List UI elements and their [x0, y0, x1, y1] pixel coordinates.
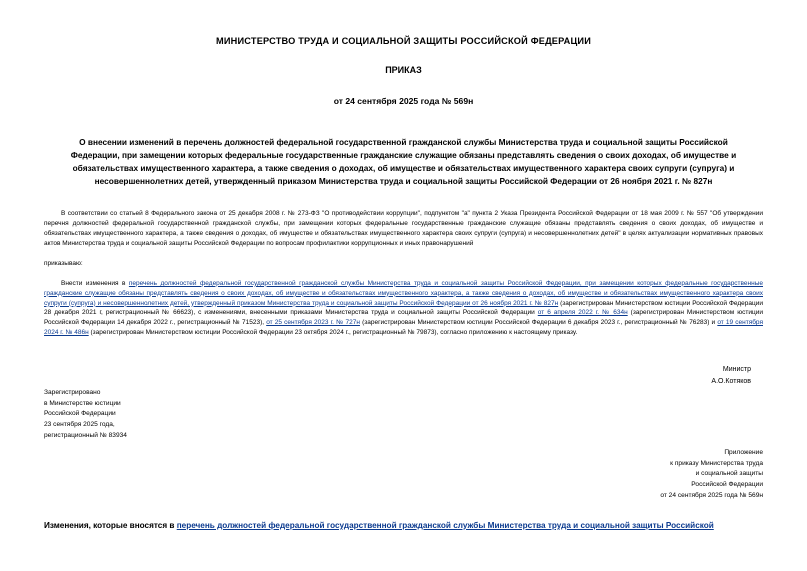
registration-block	[44, 388, 127, 441]
appendix-line-4: Российской Федерации	[691, 481, 763, 489]
document-subject: О внесении изменений в перечень должностей федеральной государственной гражданской службы Министерства труда и социальной защиты Российской Федерации, при замещении которых федеральные государственные гражданские служащие обязаны представлять сведения о своих доходах, об имуществе и обязательствах имущественного характера, а также сведения о доходах, об имуществе и обязательствах имущественного характера своих супруги (супруга) и несовершеннолетних детей, утвержденный приказом Министерства труда и социальной защиты Российской Федерации от 26 ноября 2021 г. № 827н	[70, 137, 737, 186]
document-type-heading: ПРИКАЗ	[385, 65, 422, 75]
link-order-486n[interactable]: от 19 сентября 2024 г. № 486н	[44, 319, 763, 337]
signature-block	[44, 364, 763, 387]
amendment-mid-text-1: (зарегистрирован Министерством юстиции Российской Федерации 28 декабря 2021 г, регистрационный № 66623), с изменениями, внесенными приказами Министерства труда и социальной защиты Российской Федерации	[44, 299, 763, 317]
amendment-lead-text: Внести изменения в	[61, 279, 129, 287]
ministry-title: МИНИСТЕРСТВО ТРУДА И СОЦИАЛЬНОЙ ЗАЩИТЫ РОССИЙСКОЙ ФЕДЕРАЦИИ	[215, 36, 592, 46]
registration-line-2: в Министерстве юстиции	[44, 399, 121, 407]
paragraph-amendments	[44, 279, 763, 338]
amendment-tail-text: (зарегистрирован Министерством юстиции Российской Федерации 23 октября 2024 г., регистрационный № 79873), согласно приложению к настоящему приказу.	[88, 329, 578, 337]
amendment-mid-text-3: (зарегистрирован Министерством юстиции Российской Федерации 6 декабря 2023 г., регистрационный № 76283) и	[359, 319, 718, 327]
paragraph-legal-basis: В соответствии со статьей 8 Федерального закона от 25 декабря 2008 г. № 273-ФЗ "О противодействии коррупции", подпунктом "а" пункта 2 Указа Президента Российской Федерации от 18 мая 2009 г. № 557 "Об утверждении перечня должностей федеральной государственной гражданской службы, при замещении которых федеральные государственные гражданские служащие обязаны представлять сведения о своих доходах, об имуществе и обязательствах имущественного характера, а также сведения о доходах, об имуществе и обязательствах имущественного характера своих супруги (супруга) и несовершеннолетних детей" в целях актуализации нормативных правовых актов Министерства труда и социальной защиты Российской Федерации по вопросам профилактики коррупционных и иных правонарушений	[44, 210, 763, 248]
registration-line-3: Российской Федерации	[44, 410, 116, 418]
changes-section-title	[44, 520, 763, 532]
link-order-727n[interactable]: от 25 сентября 2023 г. № 727н	[266, 319, 360, 327]
link-perechen-changes[interactable]: перечень должностей федеральной государственной гражданской службы Министерства труда и социальной защиты Российской	[176, 521, 714, 530]
appendix-line-2: к приказу Министерства труда	[670, 459, 763, 467]
changes-title-lead: Изменения, которые вносятся в	[44, 521, 177, 530]
order-keyword: приказываю:	[44, 259, 83, 267]
appendix-line-3: и социальной защиты	[695, 470, 763, 478]
link-perechen-827n[interactable]: перечень должностей федеральной государственной гражданской службы Министерства труда и социальной защиты Российской Федерации, при замещении которых федеральные государственные гражданские служащие обязаны представлять сведения о своих доходах, об имуществе и обязательствах имущественного характера, а также сведения о доходах, об имуществе и обязательствах имущественного характера своих супруги (супруга) и несовершеннолетних детей, утвержденный приказом Министерства труда и социальной защиты Российской Федерации от 26 ноября 2021 г. № 827н	[44, 279, 763, 307]
registration-line-5: регистрационный № 83934	[44, 431, 127, 439]
amendment-mid-text-2: (зарегистрирован Министерством юстиции Российской Федерации 14 декабря 2022 г., регистрационный № 71523),	[44, 309, 763, 327]
registration-line-1: Зарегистрировано	[44, 389, 101, 396]
appendix-line-1: Приложение	[724, 449, 763, 456]
link-order-634n[interactable]: от 6 апреля 2022 г. № 634н	[537, 309, 628, 317]
registration-line-4: 23 сентября 2025 года,	[44, 421, 115, 429]
document-date-number: от 24 сентября 2025 года № 569н	[333, 96, 474, 106]
appendix-block	[660, 448, 763, 501]
appendix-line-5: от 24 сентября 2025 года № 569н	[660, 491, 763, 499]
signatory-name: А.О.Котяков	[711, 377, 751, 385]
signatory-role: Министр	[722, 366, 751, 374]
